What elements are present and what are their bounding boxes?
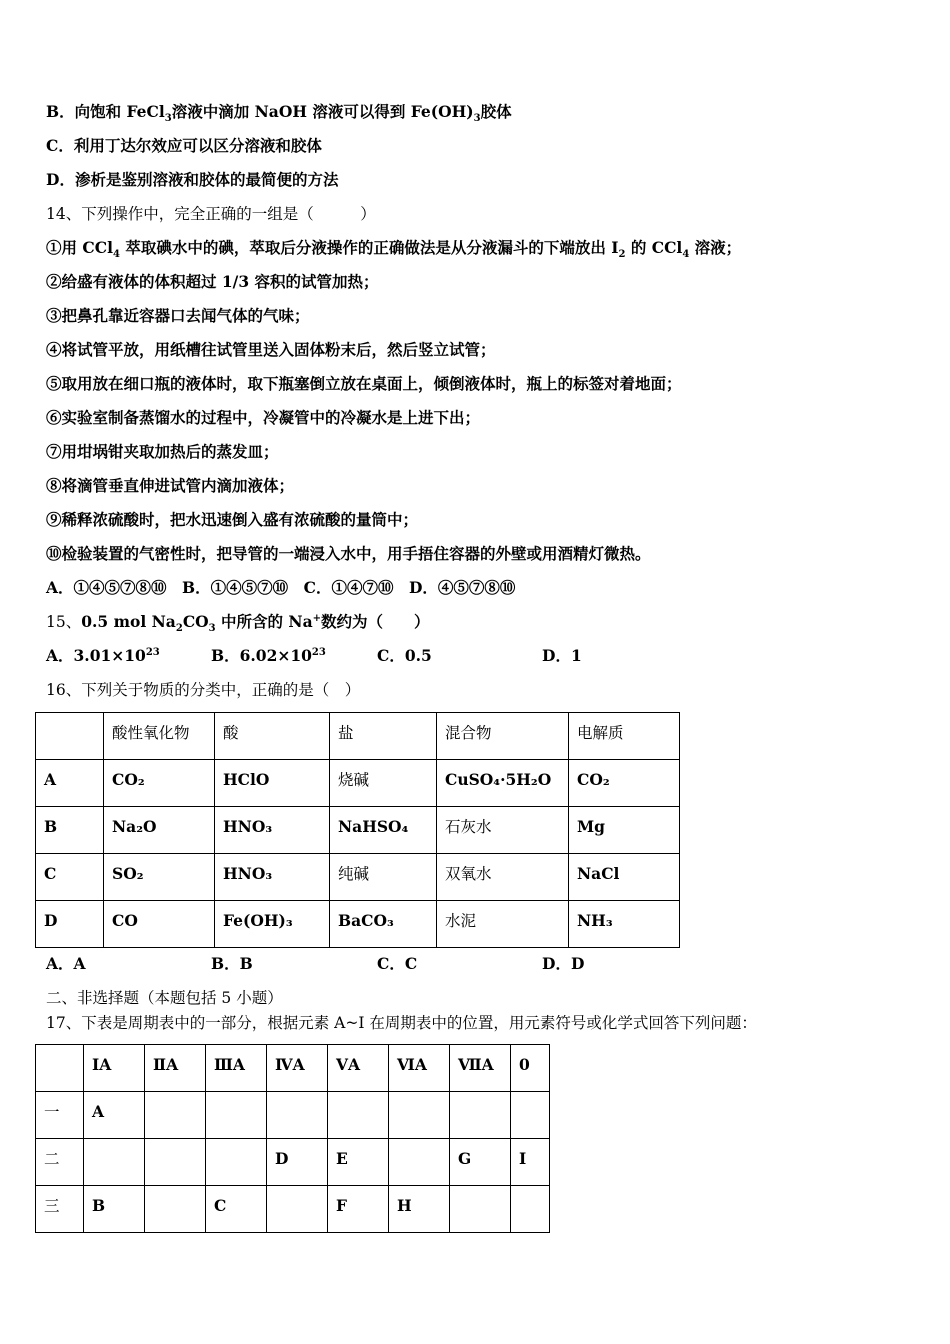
q15-stem: 15、0.5 mol $Na_2CO_3$ 中所含的 Na+数约为（ ） [46,612,430,635]
table-row [36,1186,550,1233]
periodic-table [35,1044,550,1233]
table-cell: 石灰水 [437,807,569,854]
table-header-cell: ⅠA [84,1045,145,1092]
table-cell: G [450,1139,511,1186]
table-cell: Fe(OH)₃ [215,901,330,948]
table-header-cell: 盐 [330,713,437,760]
table-cell: 三 [36,1186,84,1233]
table-cell: 烧碱 [330,760,437,807]
table-cell: Na₂O [104,807,215,854]
q14-item-2: ②给盛有液体的体积超过 1/3 容积的试管加热； [46,272,379,291]
table-cell: C [36,854,104,901]
table-cell [389,1139,450,1186]
table-header-cell: ⅢA [206,1045,267,1092]
table-header-cell: ⅤA [328,1045,389,1092]
table-cell: A [36,760,104,807]
table-cell: H [389,1186,450,1233]
table-cell [267,1092,328,1139]
q16-stem: 16、下列关于物质的分类中，正确的是（ ） [46,681,361,699]
q14-item-10: ⑩检验装置的气密性时，把导管的一端浸入水中，用手捂住容器的外壁或用酒精灯微热。 [46,544,651,563]
table-cell: HClO [215,760,330,807]
table-cell: F [328,1186,389,1233]
q13-option-d: D．渗析是鉴别溶液和胶体的最简便的方法 [46,170,339,189]
q14-item-7: ⑦用坩埚钳夹取加热后的蒸发皿； [46,442,279,461]
table-cell [511,1092,550,1139]
table-header-row [36,713,680,760]
q14-item-9: ⑨稀释浓硫酸时，把水迅速倒入盛有浓硫酸的量筒中； [46,510,419,529]
table-cell: 双氧水 [437,854,569,901]
q13-option-c: C．利用丁达尔效应可以区分溶液和胶体 [46,136,322,155]
q14-item-8: ⑧将滴管垂直伸进试管内滴加液体； [46,476,295,495]
table-header-row [36,1045,550,1092]
table-row [36,1092,550,1139]
table-cell [267,1186,328,1233]
q14-item-5: ⑤取用放在细口瓶的液体时，取下瓶塞倒立放在桌面上，倾倒液体时，瓶上的标签对着地面； [46,374,682,393]
q16-option-a: A．A [46,954,86,973]
section-heading: 二、非选择题（本题包括 5 小题） [46,989,283,1007]
q17-stem: 17、下表是周期表中的一部分，根据元素 A~I 在周期表中的位置，用元素符号或化学式回答下列问题： [46,1014,757,1032]
table-header-cell: 0 [511,1045,550,1092]
table-cell: HNO₃ [215,807,330,854]
table-cell [206,1092,267,1139]
table-cell: B [84,1186,145,1233]
table-row [36,1139,550,1186]
table-cell [389,1092,450,1139]
table-cell: HNO₃ [215,854,330,901]
table-cell: 水泥 [437,901,569,948]
q14-item-3: ③把鼻孔靠近容器口去闻气体的气味； [46,306,310,325]
q14-item-6: ⑥实验室制备蒸馏水的过程中，冷凝管中的冷凝水是上进下出； [46,408,481,427]
table-cell: SO₂ [104,854,215,901]
q14-stem: 14、下列操作中，完全正确的一组是（ ） [46,205,376,223]
q14-item-1: ①用 CCl$_4$ 萃取碘水中的碘，萃取后分液操作的正确做法是从分液漏斗的下端放出 $I_2$ 的 CCl$_4$ 溶液； [46,238,742,261]
table-cell [328,1092,389,1139]
table-header-cell: ⅥA [389,1045,450,1092]
table-header-cell: 酸 [215,713,330,760]
table-cell: CO₂ [104,760,215,807]
table-cell: NH₃ [569,901,680,948]
table-cell: NaCl [569,854,680,901]
table-cell: I [511,1139,550,1186]
table-cell [511,1186,550,1233]
q16-option-d: D．D [542,954,585,973]
table-cell [450,1092,511,1139]
table-cell: D [267,1139,328,1186]
table-cell: BaCO₃ [330,901,437,948]
q13-option-b: B．向饱和 FeCl$_3$溶液中滴加 NaOH 溶液可以得到 $Fe(OH)_3$胶体 [46,102,512,125]
table-row [36,760,680,807]
q15-option-c: C．0.5 [377,646,432,665]
q14-item-4: ④将试管平放，用纸槽往试管里送入固体粉末后，然后竖立试管； [46,340,496,359]
table-cell [145,1186,206,1233]
table-cell: B [36,807,104,854]
table-cell: Mg [569,807,680,854]
table-cell [145,1139,206,1186]
q15-option-b: B．$6.02\times 10^{23}$ [211,646,326,665]
q15-option-a: A．$3.01\times 10^{23}$ [46,646,160,665]
table-cell: 纯碱 [330,854,437,901]
table-row [36,901,680,948]
table-cell: E [328,1139,389,1186]
table-header-cell: 混合物 [437,713,569,760]
table-cell: C [206,1186,267,1233]
table-cell [84,1139,145,1186]
table-header-cell: ⅦA [450,1045,511,1092]
table-cell: NaHSO₄ [330,807,437,854]
table-cell: D [36,901,104,948]
classification-table [35,712,680,948]
q15-option-d: D．1 [542,646,582,665]
table-cell: CO [104,901,215,948]
table-header-cell: ⅡA [145,1045,206,1092]
q16-option-c: C．C [377,954,418,973]
q14-answers: A．①④⑤⑦⑧⑩ B．①④⑤⑦⑩ C．①④⑦⑩ D．④⑤⑦⑧⑩ [46,578,516,597]
q16-option-b: B．B [211,954,253,973]
table-cell [450,1186,511,1233]
table-row [36,807,680,854]
table-header-cell: 电解质 [569,713,680,760]
table-cell: CuSO₄·5H₂O [437,760,569,807]
table-header-cell: ⅣA [267,1045,328,1092]
table-cell: 一 [36,1092,84,1139]
table-cell [145,1092,206,1139]
table-cell: 二 [36,1139,84,1186]
table-row [36,854,680,901]
table-cell: A [84,1092,145,1139]
table-cell [206,1139,267,1186]
table-cell: CO₂ [569,760,680,807]
table-header-cell: 酸性氧化物 [104,713,215,760]
table-cell [36,713,104,760]
table-cell [36,1045,84,1092]
